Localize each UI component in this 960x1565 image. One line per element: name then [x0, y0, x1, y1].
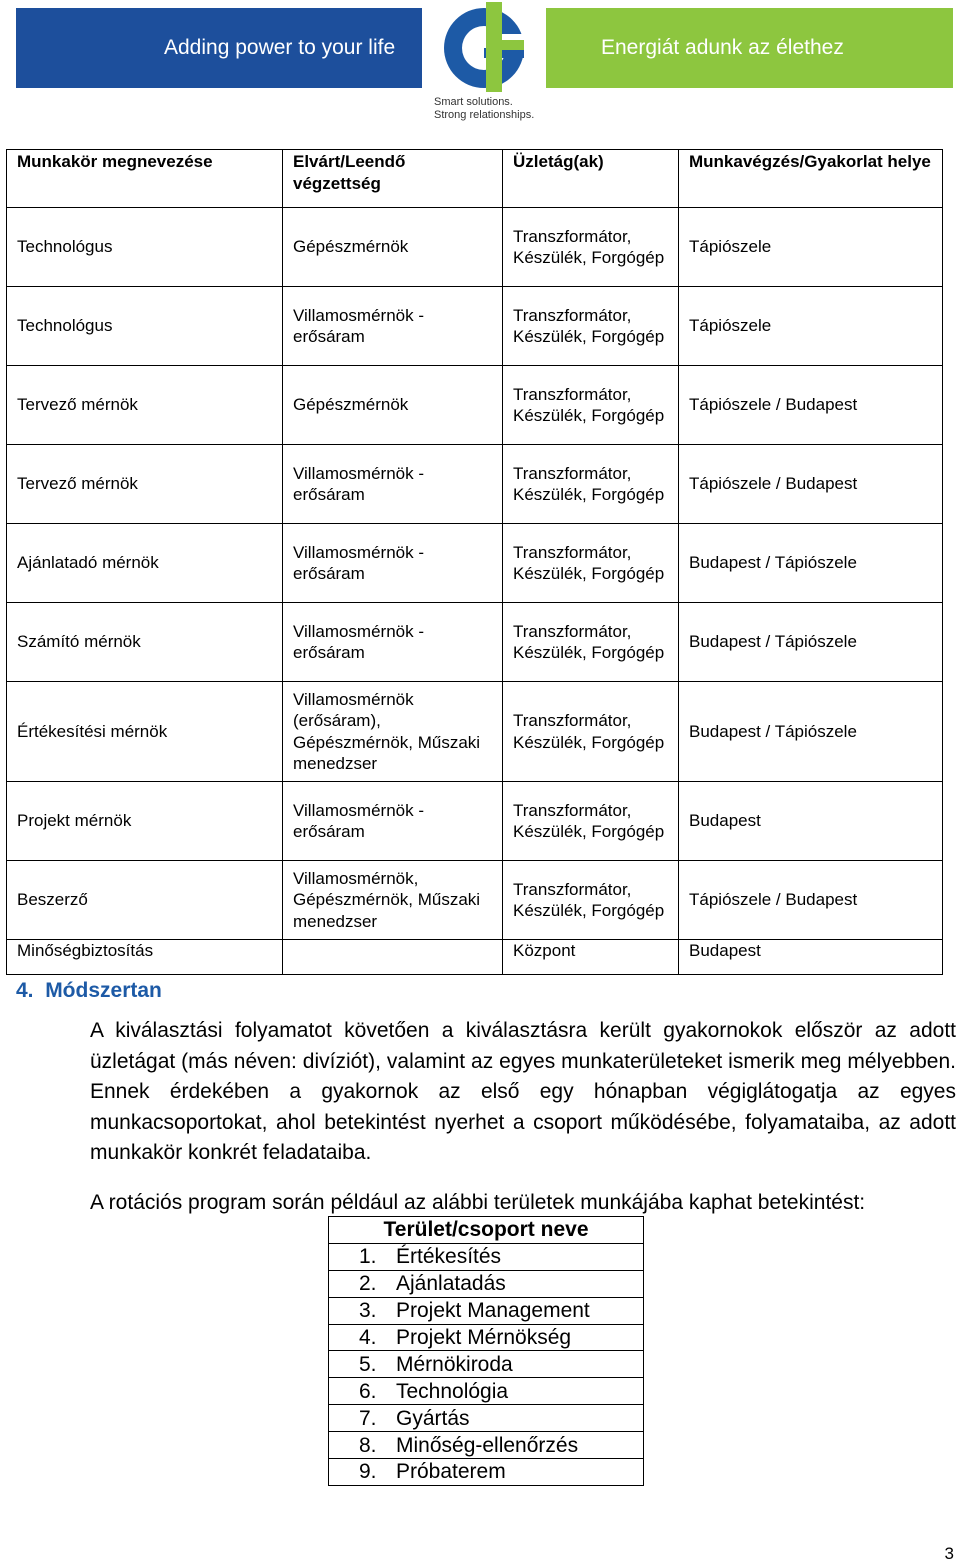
table-row [7, 287, 943, 366]
page-number: 3 [944, 1544, 954, 1563]
division-cell: Transzformátor, Készülék, Forgógép [503, 524, 679, 603]
location-cell: Tápiószele / Budapest [679, 861, 943, 940]
table-row [7, 208, 943, 287]
header-banner-left [16, 8, 422, 88]
position-cell: Technológus [7, 287, 283, 366]
location-cell: Tápiószele / Budapest [679, 366, 943, 445]
item-number: 6. [359, 1379, 377, 1403]
table-header-row [7, 150, 943, 208]
table-row [7, 603, 943, 682]
header-education: Elvárt/Leendő végzettség [283, 150, 503, 208]
division-cell: Transzformátor, Készülék, Forgógép [503, 287, 679, 366]
division-cell: Központ [503, 940, 679, 975]
division-cell: Transzformátor, Készülék, Forgógép [503, 208, 679, 287]
slogan-english: Adding power to your life [164, 36, 396, 59]
position-cell: Projekt mérnök [7, 782, 283, 861]
section-number: 4. [16, 979, 34, 1002]
location-cell: Budapest / Tápiószele [679, 682, 943, 782]
item-name: Próbaterem [396, 1460, 506, 1484]
table-row [7, 861, 943, 940]
division-cell: Transzformátor, Készülék, Forgógép [503, 861, 679, 940]
item-name: Projekt Management [396, 1299, 590, 1323]
education-cell: Villamosmérnök (erősáram), Gépészmérnök, Műszaki menedzser [283, 682, 503, 782]
location-cell: Budapest [679, 940, 943, 975]
education-cell: Villamosmérnök - erősáram [283, 782, 503, 861]
tagline-line-1: Smart solutions. [434, 96, 513, 108]
division-cell: Transzformátor, Készülék, Forgógép [503, 445, 679, 524]
list-item [329, 1243, 644, 1270]
list-item [329, 1270, 644, 1297]
location-cell: Budapest / Tápiószele [679, 524, 943, 603]
roles-table [6, 149, 943, 975]
list-item [329, 1432, 644, 1459]
location-cell: Tápiószele / Budapest [679, 445, 943, 524]
list-item [329, 1297, 644, 1324]
list-item [329, 1351, 644, 1378]
education-cell: Villamosmérnök - erősáram [283, 287, 503, 366]
section-heading [16, 979, 162, 1003]
education-cell: Villamosmérnök, Gépészmérnök, Műszaki menedzser [283, 861, 503, 940]
position-cell: Számító mérnök [7, 603, 283, 682]
table-row [7, 366, 943, 445]
item-number: 7. [359, 1406, 377, 1430]
item-number: 3. [359, 1299, 377, 1323]
education-cell: Villamosmérnök - erősáram [283, 603, 503, 682]
item-name: Technológia [396, 1379, 509, 1403]
item-number: 8. [359, 1433, 377, 1457]
section-title: Módszertan [45, 979, 162, 1002]
position-cell: Tervező mérnök [7, 445, 283, 524]
header-banner-right [546, 8, 953, 88]
list-item [329, 1378, 644, 1405]
areas-header-row [329, 1217, 644, 1244]
list-item [329, 1405, 644, 1432]
item-name: Minőség-ellenőrzés [396, 1433, 579, 1457]
education-cell: Villamosmérnök - erősáram [283, 445, 503, 524]
position-cell: Tervező mérnök [7, 366, 283, 445]
tagline-line-2: Strong relationships. [434, 109, 535, 121]
location-cell: Tápiószele [679, 287, 943, 366]
division-cell: Transzformátor, Készülék, Forgógép [503, 366, 679, 445]
areas-table [328, 1216, 644, 1486]
table-row [7, 940, 943, 975]
education-cell: Gépészmérnök [283, 366, 503, 445]
tagline [434, 96, 534, 122]
header-location: Munkavégzés/Gyakorlat helye [679, 150, 943, 208]
location-cell: Budapest [679, 782, 943, 861]
location-cell: Budapest / Tápiószele [679, 603, 943, 682]
table-row [7, 524, 943, 603]
position-cell: Technológus [7, 208, 283, 287]
position-cell: Értékesítési mérnök [7, 682, 283, 782]
slogan-hungarian: Energiát adunk az élethez [601, 36, 844, 59]
table-row [7, 682, 943, 782]
item-name: Mérnökiroda [396, 1352, 513, 1376]
division-cell: Transzformátor, Készülék, Forgógép [503, 682, 679, 782]
education-cell: Gépészmérnök [283, 208, 503, 287]
table-row [7, 445, 943, 524]
item-number: 1. [359, 1245, 377, 1269]
item-number: 2. [359, 1272, 377, 1296]
header-division: Üzletág(ak) [503, 150, 679, 208]
item-name: Értékesítés [396, 1245, 502, 1269]
position-cell: Minőségbiztosítás [7, 940, 283, 975]
education-cell: Villamosmérnök - erősáram [283, 524, 503, 603]
item-number: 9. [359, 1460, 377, 1484]
item-number: 5. [359, 1352, 377, 1376]
list-item [329, 1324, 644, 1351]
paragraph-rotation: A rotációs program során például az alábbi területek munkájába kaphat betekintést: [90, 1191, 866, 1214]
division-cell: Transzformátor, Készülék, Forgógép [503, 603, 679, 682]
division-cell: Transzformátor, Készülék, Forgógép [503, 782, 679, 861]
list-item [329, 1459, 644, 1486]
education-cell [283, 940, 503, 975]
areas-header: Terület/csoport neve [329, 1217, 644, 1244]
location-cell: Tápiószele [679, 208, 943, 287]
header-position: Munkakör megnevezése [7, 150, 283, 208]
position-cell: Beszerző [7, 861, 283, 940]
position-cell: Ajánlatadó mérnök [7, 524, 283, 603]
item-number: 4. [359, 1326, 377, 1349]
item-name: Ajánlatadás [396, 1272, 506, 1296]
item-name: Projekt Mérnökség [396, 1326, 572, 1349]
item-name: Gyártás [396, 1406, 470, 1430]
table-row [7, 782, 943, 861]
paragraph-intro: A kiválasztási folyamatot követően a kiválasztásra került gyakornokok először az adott üzletágat (más néven: divíziót), valamint az egyes munkaterületeket ismerik meg mélyebben. Ennek érdekében a gyakornok az első egy hónapban végiglátogatja az egyes munkacsoportokat, ahol betekintést nyerhet a csoport működésébe, folyamataiba, az adott munkakör konkrét feladataiba. [90, 1019, 956, 1164]
